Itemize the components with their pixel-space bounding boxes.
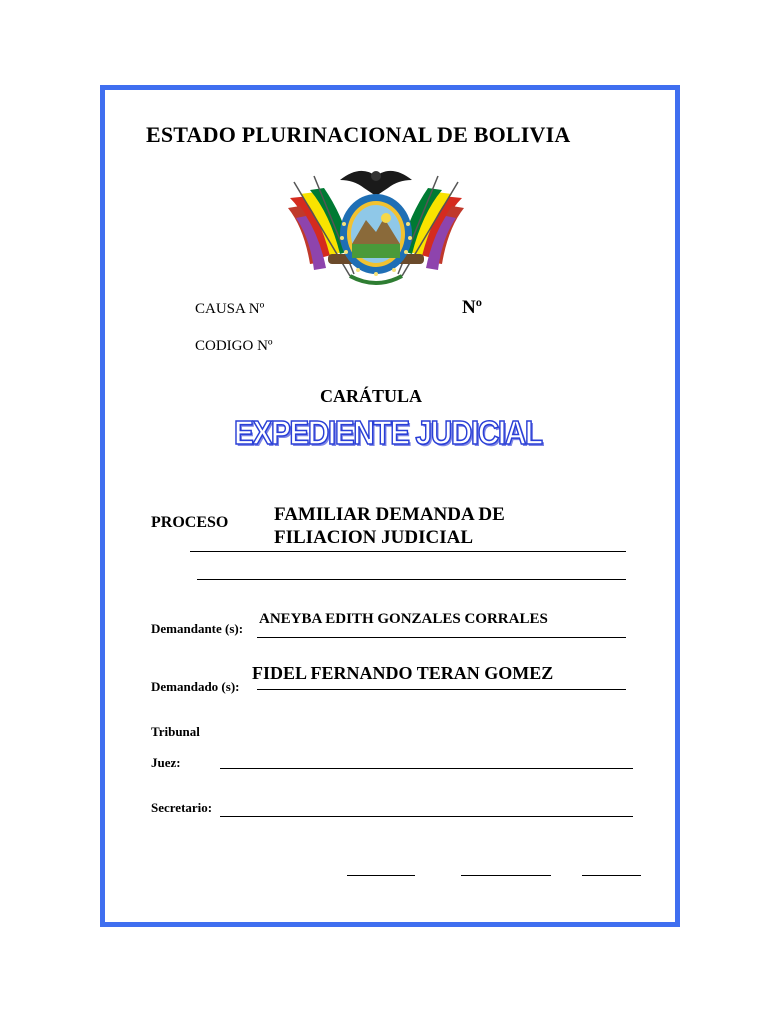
- demandante-value: ANEYBA EDITH GONZALES CORRALES: [259, 611, 548, 627]
- demandado-line: [257, 689, 626, 690]
- proceso-value-line1: FAMILIAR DEMANDA DE: [274, 504, 505, 525]
- bolivia-coat-of-arms-icon: [280, 158, 472, 294]
- demandado-label: Demandado (s):: [151, 679, 240, 694]
- proceso-line: [190, 551, 626, 552]
- secretario-label: Secretario:: [151, 800, 213, 815]
- date-line-year: [582, 875, 641, 876]
- blank-line: [197, 579, 626, 580]
- demandante-label: Demandante (s):: [151, 621, 244, 636]
- juez-line: [220, 768, 633, 769]
- date-line-day: [347, 875, 415, 876]
- tribunal-label: Tribunal: [151, 724, 200, 739]
- expediente-title: EXPEDIENTE JUDICIAL: [234, 414, 542, 451]
- caratula-heading: CARÁTULA: [320, 386, 423, 406]
- date-line-month: [461, 875, 551, 876]
- secretario-line: [220, 816, 633, 817]
- demandante-line: [257, 637, 626, 638]
- demandado-value: FIDEL FERNANDO TERAN GOMEZ: [252, 663, 554, 683]
- codigo-label: CODIGO Nº: [195, 338, 273, 354]
- juez-label: Juez:: [151, 755, 181, 770]
- proceso-value-line2: FILIACION JUDICIAL: [274, 527, 473, 548]
- causa-label: CAUSA Nº: [195, 301, 265, 317]
- proceso-label: PROCESO: [151, 514, 229, 531]
- page-title: ESTADO PLURINACIONAL DE BOLIVIA: [146, 122, 571, 147]
- numero-label: Nº: [462, 297, 482, 318]
